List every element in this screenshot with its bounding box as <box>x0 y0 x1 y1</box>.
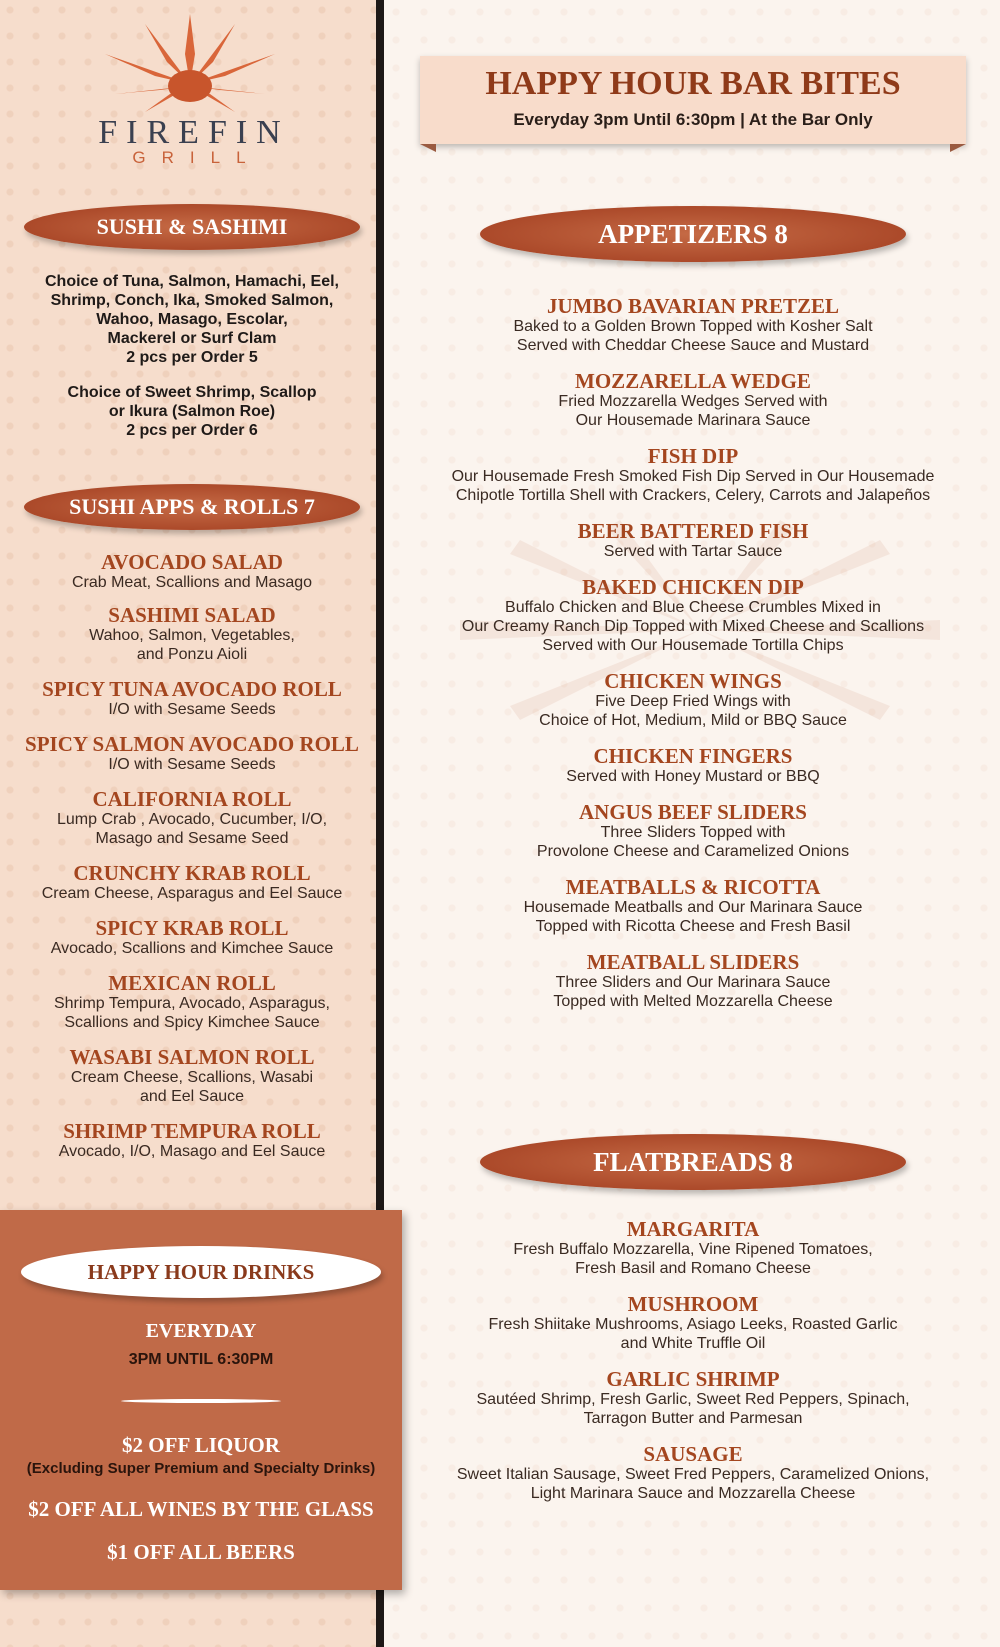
list-item <box>420 520 966 561</box>
list-item <box>420 876 966 936</box>
sushi-apps-list <box>14 551 370 1161</box>
list-item <box>14 678 370 719</box>
sun-flame-icon <box>105 14 275 112</box>
item-description: Fresh Buffalo Mozzarella, Vine Ripened Tomatoes, Fresh Basil and Romano Cheese <box>513 1241 873 1277</box>
brand-logo <box>60 14 320 174</box>
item-name: MUSHROOM <box>627 1292 759 1316</box>
item-name: WASABI SALMON ROLL <box>69 1045 315 1069</box>
item-description: Sweet Italian Sausage, Sweet Fred Peppers, Caramelized Onions, Light Marinara Sauce and Mozzarella Cheese <box>456 1466 930 1502</box>
item-description: Sautéed Shrimp, Fresh Garlic, Sweet Red Peppers, Spinach, Tarragon Butter and Parmesan <box>476 1391 910 1427</box>
item-description: Three Sliders and Our Marinara Sauce Topped with Melted Mozzarella Cheese <box>553 974 833 1010</box>
item-description: Served with Tartar Sauce <box>603 543 783 560</box>
item-description: Our Housemade Fresh Smoked Fish Dip Served in Our Housemade Chipotle Tortilla Shell with Crackers, Celery, Carrots and Jalapeños <box>451 468 935 504</box>
item-name: MEXICAN ROLL <box>108 971 276 995</box>
drinks-everyday: EVERYDAY <box>145 1320 257 1342</box>
item-name: SPICY KRAB ROLL <box>95 916 289 940</box>
item-description: Avocado, Scallions and Kimchee Sauce <box>50 940 334 957</box>
banner-title: HAPPY HOUR BAR BITES <box>485 65 901 102</box>
sushi-apps-header-label: SUSHI APPS & ROLLS 7 <box>69 494 315 519</box>
flatbreads-header-label: FLATBREADS 8 <box>593 1147 793 1177</box>
item-name: SAUSAGE <box>643 1442 743 1466</box>
item-description: Lump Crab , Avocado, Cucumber, I/O, Masago and Sesame Seed <box>56 811 328 847</box>
item-name: SPICY TUNA AVOCADO ROLL <box>42 677 342 701</box>
banner-subtitle: Everyday 3pm Until 6:30pm | At the Bar Only <box>513 110 873 129</box>
item-name: CHICKEN FINGERS <box>593 744 793 768</box>
banner-fold-right <box>950 144 966 152</box>
list-item <box>14 551 370 592</box>
item-name: BEER BATTERED FISH <box>577 519 809 543</box>
item-description: Avocado, I/O, Masago and Eel Sauce <box>58 1143 326 1160</box>
item-name: SASHIMI SALAD <box>108 603 276 627</box>
item-name: BAKED CHICKEN DIP <box>582 575 804 599</box>
list-item <box>420 295 966 355</box>
item-description: Cream Cheese, Asparagus and Eel Sauce <box>41 885 343 902</box>
list-item <box>420 951 966 1011</box>
item-name: MOZZARELLA WEDGE <box>575 369 811 393</box>
sushi-sashimi-block-1: Choice of Tuna, Salmon, Hamachi, Eel, Shrimp, Conch, Ika, Smoked Salmon, Wahoo, Masago, Escolar, Mackerel or Surf Clam 2 pcs per Order 5 <box>45 273 339 366</box>
item-description: Three Sliders Topped with Provolone Cheese and Caramelized Onions <box>536 824 850 860</box>
item-description: I/O with Sesame Seeds <box>108 756 276 773</box>
item-description: Served with Honey Mustard or BBQ <box>566 768 820 785</box>
drinks-hours: 3PM UNTIL 6:30PM <box>128 1351 274 1368</box>
list-item <box>420 745 966 786</box>
drinks-liquor: $2 OFF LIQUOR <box>122 1433 280 1457</box>
item-description: Five Deep Fried Wings with Choice of Hot, Medium, Mild or BBQ Sauce <box>539 693 847 729</box>
item-name: CALIFORNIA ROLL <box>92 787 292 811</box>
item-name: AVOCADO SALAD <box>101 550 283 574</box>
item-name: MEATBALLS & RICOTTA <box>565 875 821 899</box>
item-description: Buffalo Chicken and Blue Cheese Crumbles Mixed in Our Creamy Ranch Dip Topped with Mixed Cheese and Scallions Served with Our Housemade Tortilla Chips <box>461 599 925 654</box>
item-description: Fried Mozzarella Wedges Served with Our Housemade Marinara Sauce <box>558 393 828 429</box>
item-name: FISH DIP <box>647 444 739 468</box>
list-item <box>14 733 370 774</box>
appetizers-header-label: APPETIZERS 8 <box>598 219 788 249</box>
item-name: SHRIMP TEMPURA ROLL <box>63 1119 321 1143</box>
item-description: Fresh Shiitake Mushrooms, Asiago Leeks, Roasted Garlic and White Truffle Oil <box>488 1316 898 1352</box>
sushi-sashimi-header <box>24 204 360 250</box>
list-item <box>420 576 966 655</box>
item-description: Housemade Meatballs and Our Marinara Sauce Topped with Ricotta Cheese and Fresh Basil <box>523 899 863 935</box>
list-item <box>420 1218 966 1278</box>
list-item <box>420 801 966 861</box>
brand-subtitle: GRILL <box>132 148 262 167</box>
list-item <box>420 1368 966 1428</box>
item-name: GARLIC SHRIMP <box>606 1367 780 1391</box>
item-name: SPICY SALMON AVOCADO ROLL <box>25 732 359 756</box>
flatbreads-list <box>420 1218 966 1503</box>
item-description: Wahoo, Salmon, Vegetables, and Ponzu Aioli <box>89 627 295 663</box>
item-description: Cream Cheese, Scallions, Wasabi and Eel Sauce <box>70 1069 314 1105</box>
sushi-apps-header <box>24 484 360 530</box>
sushi-sashimi-list <box>24 272 360 440</box>
drinks-divider <box>121 1399 281 1403</box>
list-item <box>14 972 370 1032</box>
sushi-sashimi-header-label: SUSHI & SASHIMI <box>96 214 288 239</box>
list-item <box>420 1293 966 1353</box>
banner-fold-left <box>420 144 436 152</box>
item-name: MEATBALL SLIDERS <box>586 950 800 974</box>
item-name: JUMBO BAVARIAN PRETZEL <box>546 294 840 318</box>
list-item <box>14 862 370 903</box>
item-name: CRUNCHY KRAB ROLL <box>73 861 311 885</box>
list-item <box>14 917 370 958</box>
item-name: CHICKEN WINGS <box>604 669 782 693</box>
drinks-header <box>21 1246 381 1298</box>
list-item <box>420 1443 966 1503</box>
item-name: MARGARITA <box>626 1217 760 1241</box>
list-item <box>14 1120 370 1161</box>
drinks-beers: $1 OFF ALL BEERS <box>107 1540 295 1564</box>
item-description: Shrimp Tempura, Avocado, Asparagus, Scallions and Spicy Kimchee Sauce <box>53 995 330 1031</box>
appetizers-list <box>420 295 966 1011</box>
appetizers-header <box>480 206 906 262</box>
sushi-sashimi-block-2: Choice of Sweet Shrimp, Scallop or Ikura (Salmon Roe) 2 pcs per Order 6 <box>67 384 317 439</box>
drinks-liquor-note: (Excluding Super Premium and Specialty Drinks) <box>26 1460 376 1477</box>
brand-name: FIREFIN <box>98 114 290 151</box>
list-item <box>14 788 370 848</box>
list-item <box>420 445 966 505</box>
list-item <box>14 604 370 664</box>
happy-hour-banner <box>420 56 966 144</box>
list-item <box>420 370 966 430</box>
item-description: I/O with Sesame Seeds <box>108 701 276 718</box>
drinks-header-label: HAPPY HOUR DRINKS <box>87 1260 315 1284</box>
flatbreads-header <box>480 1134 906 1190</box>
happy-hour-drinks-box <box>0 1210 402 1590</box>
item-name: ANGUS BEEF SLIDERS <box>579 800 807 824</box>
drinks-wines: $2 OFF ALL WINES BY THE GLASS <box>28 1497 374 1521</box>
list-item <box>420 670 966 730</box>
item-description: Baked to a Golden Brown Topped with Kosher Salt Served with Cheddar Cheese Sauce and Mustard <box>513 318 873 354</box>
item-description: Crab Meat, Scallions and Masago <box>71 574 313 591</box>
list-item <box>14 1046 370 1106</box>
